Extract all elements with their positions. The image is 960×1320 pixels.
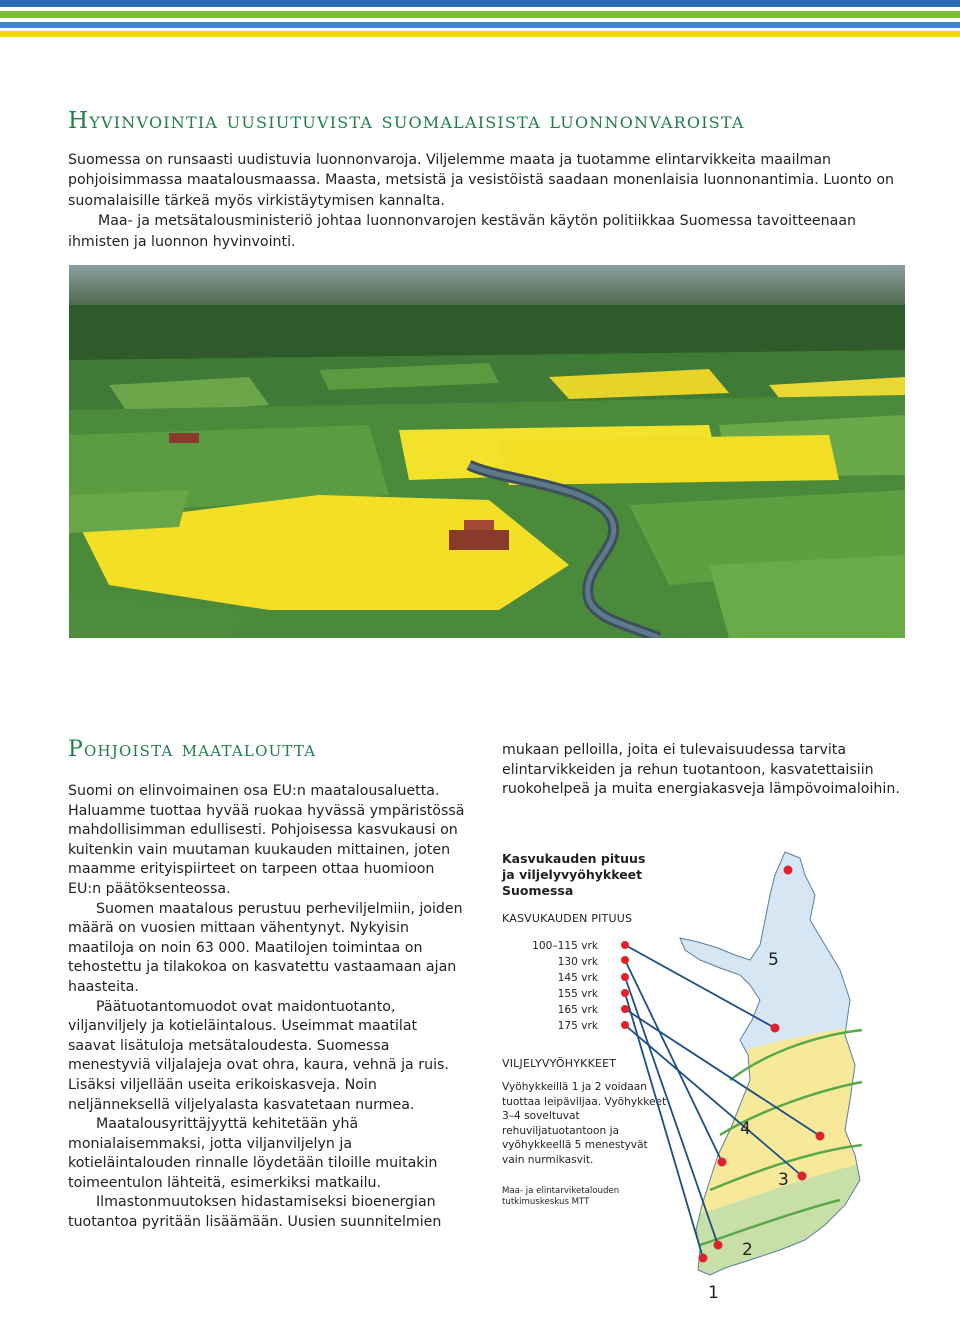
- zone-label-3: 3: [778, 1170, 789, 1190]
- intro-paragraph-2: Maa- ja metsätalousministeriö johtaa luonnonvarojen kestävän käytön politiikkaa Suomessa tavoitteenaan ihmisten ja luonnon hyvinvointi.: [68, 213, 857, 250]
- intro-paragraph-1: Suomessa on runsaasti uudistuvia luonnonvaroja. Viljelemme maata ja tuotamme elintarvikkeita maailman pohjoisimmassa maatalousmaassa. Maasta, metsistä ja vesistöistä saadaan monenlaisia luonnonantimia. Luonto on suomalaisille tärkeä myös virkistäytymisen kannalta.: [68, 152, 894, 209]
- zone-heading: VILJELYVYÖHYKKEET: [502, 1057, 617, 1070]
- zone-label-1: 1: [708, 1283, 719, 1303]
- legend-item: 100–115 vrk: [532, 940, 598, 952]
- map-source: Maa- ja elintarviketalouden tutkimuskeskus MTT: [502, 1186, 620, 1207]
- finland-zone-map: [600, 850, 940, 1310]
- intro-text: [68, 150, 898, 252]
- zone-note: Vyöhykkeillä 1 ja 2 voidaan tuottaa leipäviljaa. Vyöhykkeet 3–4 soveltuvat rehuviljatuotantoon ja vyöhykkeellä 5 menestyvät vain nurmikasvit.: [502, 1081, 667, 1166]
- legend-dot-4: [621, 989, 629, 997]
- section-paragraph-continued: mukaan pelloilla, joita ei tulevaisuudessa tarvita elintarvikkeiden ja rehun tuotantoon, kasvatettaisiin ruokohelpeä ja muita energiakasveja lämpövoimaloihin.: [502, 742, 900, 798]
- legend-dot-6: [621, 1021, 629, 1029]
- zone-label-4: 4: [740, 1119, 751, 1139]
- legend-item: 145 vrk: [557, 972, 598, 984]
- map-dot: [699, 1254, 708, 1263]
- legend-item: 155 vrk: [557, 988, 598, 1000]
- stripe-green: [0, 11, 960, 18]
- legend-dot-2: [621, 956, 629, 964]
- legend-dot-5: [621, 1005, 629, 1013]
- landscape-illustration: [69, 265, 905, 638]
- section-title: Pohjoista maataloutta: [68, 737, 317, 762]
- map-dot: [714, 1241, 723, 1250]
- stripe-blue: [0, 0, 960, 7]
- map-title: Kasvukauden pituus ja viljelyvyöhykkeet Suomessa: [502, 851, 646, 898]
- section-text-column-1: [68, 782, 468, 1233]
- zone-label-5: 5: [768, 950, 779, 970]
- map-dot: [798, 1172, 807, 1181]
- zone-label-2: 2: [742, 1240, 753, 1260]
- legend-item: 130 vrk: [557, 956, 598, 968]
- aerial-landscape-photo: [69, 265, 905, 638]
- map-dot: [816, 1132, 825, 1141]
- legend-item: 165 vrk: [557, 1004, 598, 1016]
- section-paragraph-1: Suomi on elinvoimainen osa EU:n maatalousaluetta. Haluamme tuottaa hyvää ruokaa hyvässä ympäristössä mahdollisimman edullisesti. Pohjoisessa kasvukausi on kuitenkin vain muutaman kuukauden mittainen, joten maamme erityispiirteet on tarpeen ottaa huomioon EU:n päätöksenteossa.: [68, 783, 465, 897]
- legend-item: 175 vrk: [557, 1020, 598, 1032]
- legend-dot-3: [621, 973, 629, 981]
- page-title: Hyvinvointia uusiutuvista suomalaisista luonnonvaroista: [68, 108, 745, 134]
- section-text-column-2: [502, 741, 902, 800]
- section-paragraph-3: Päätuotantomuodot ovat maidontuotanto, viljanviljely ja kotieläintalous. Useimmat maatilat saavat lisätuloja metsätaloudesta. Suomessa menestyviä viljalajeja ovat ohra, kaura, vehnä ja ruis. Lisäksi viljellään useita erikoiskasveja. Noin neljänneksellä viljelyalasta kasvatetaan nurmea.: [68, 998, 449, 1113]
- section-paragraph-2: Suomen maatalous perustuu perheviljelmiin, joiden määrä on vuosien mittaan vähentynyt. Nykyisin maatiloja on noin 63 000. Maatilojen toimintaa on tehostettu ja tilakokoa on kasvatettu vastaamaan ajan haasteita.: [68, 900, 463, 995]
- section-paragraph-4: Maatalousyrittäjyyttä kehitetään yhä monialaisemmaksi, jotta viljanviljelyn ja kotieläintalouden rinnalle löydetään tiloille muitakin toimeentulon lähteitä, esimerkiksi matkailu.: [68, 1116, 438, 1191]
- legend-dot-1: [621, 941, 629, 949]
- section-paragraph-5: Ilmastonmuutoksen hidastamiseksi bioenergian tuotantoa pyritään lisäämään. Uusien suunnitelmien: [68, 1194, 442, 1231]
- map-dot: [771, 1024, 780, 1033]
- header-stripes: [0, 0, 960, 40]
- season-heading: KASVUKAUDEN PITUUS: [502, 912, 633, 925]
- season-legend: [508, 938, 598, 1034]
- map-dot: [784, 866, 793, 875]
- map-dot: [718, 1158, 727, 1167]
- stripe-yellow: [0, 31, 960, 37]
